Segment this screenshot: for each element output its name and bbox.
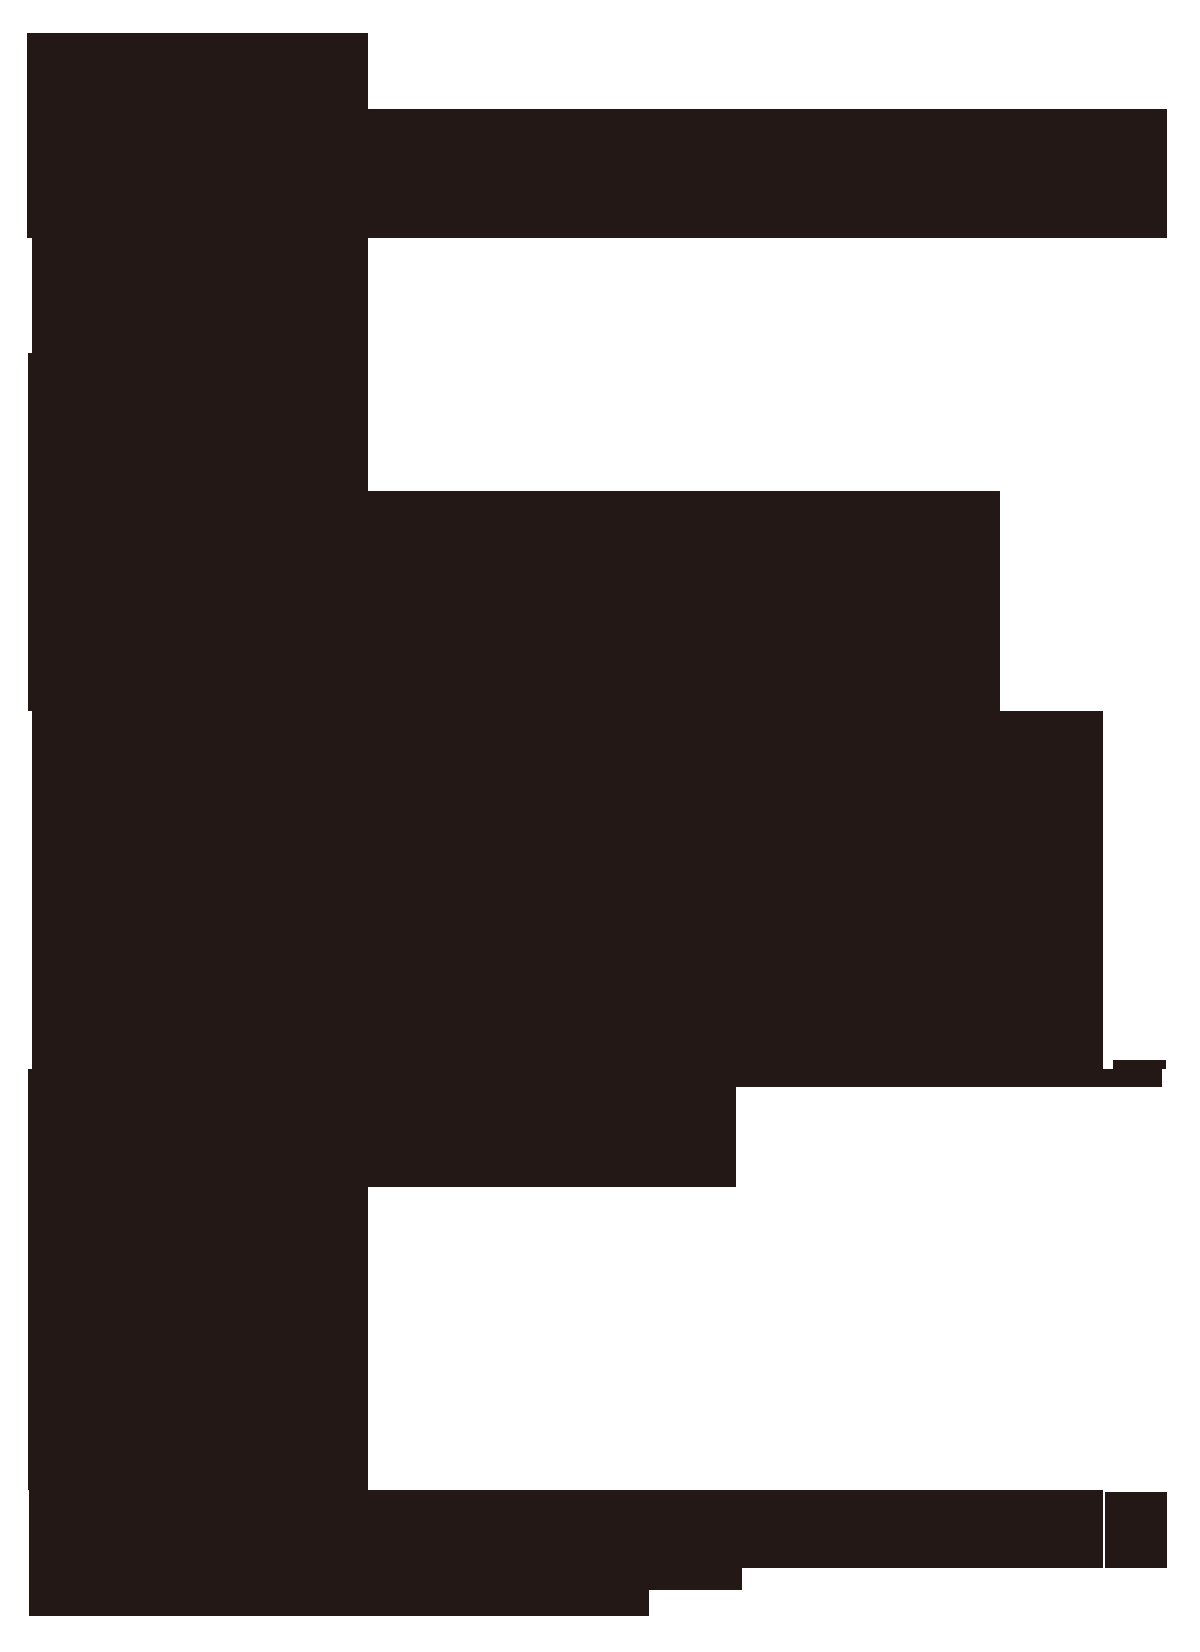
redaction-block-small-bar — [1113, 1060, 1166, 1069]
redaction-block-footer-step-2 — [29, 1590, 649, 1616]
redaction-block-step-left — [28, 1087, 736, 1187]
redaction-block-lower-band — [32, 711, 1103, 1069]
redaction-block-bottom-strip — [28, 1069, 1162, 1087]
redaction-block-left-column-3 — [28, 1187, 368, 1490]
redaction-block-top-band — [27, 109, 1167, 238]
redaction-block-left-column-1 — [32, 238, 368, 353]
redaction-block-mid-band — [28, 491, 1000, 711]
redaction-block-footer-band — [29, 1490, 1103, 1568]
redaction-block-footer-step-1 — [29, 1568, 742, 1590]
redaction-block-left-column-2 — [28, 353, 368, 491]
redaction-block-header-left — [27, 33, 368, 109]
redaction-block-footer-band-right — [1105, 1492, 1167, 1568]
